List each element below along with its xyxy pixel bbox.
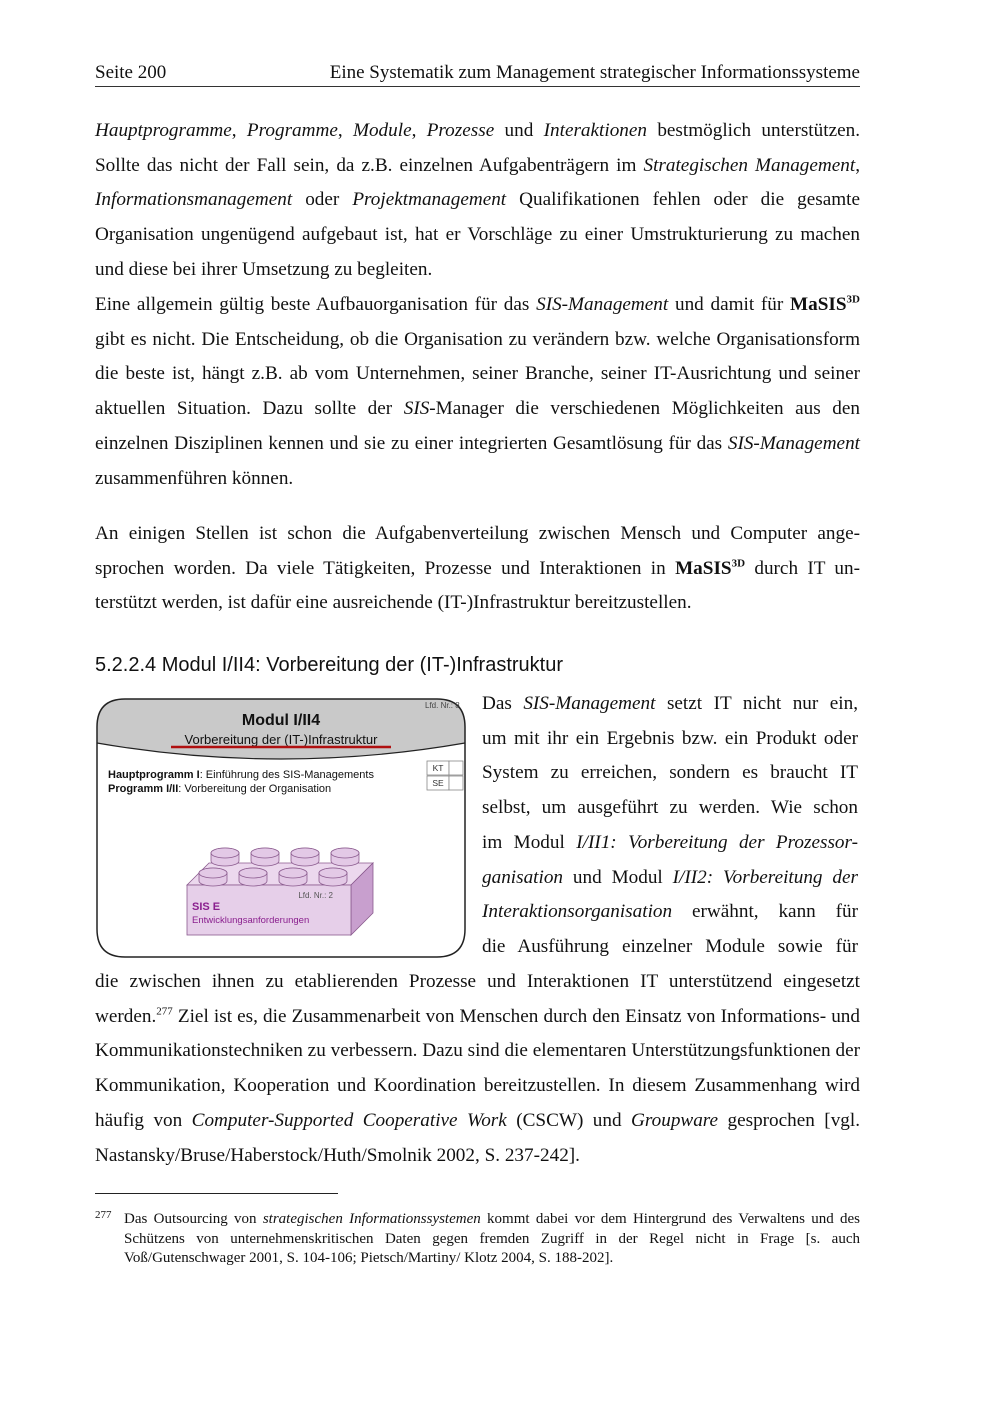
term-sis: SIS: [403, 398, 430, 420]
text: Ziel ist es, die Zusammenarbeit von Menschen durch den Einsatz von Informations- und Kommunikationstechniken zu verbessern. Dazu sind die elementaren Unterstützungsfunktionen der Kommunikation, Kooperation und Koordination bereitzustellen. In diesem Zusammenhang wird häufig von: [95, 1005, 860, 1131]
text: und damit für: [668, 294, 791, 315]
text: ,: [411, 120, 427, 141]
wrap-line-3: System zu erreichen, sondern es braucht IT: [482, 762, 858, 784]
module-card-figure: [95, 697, 467, 959]
prog-label: Programm I/II: [108, 783, 179, 795]
text: und: [494, 120, 544, 141]
footnote: [95, 1210, 860, 1269]
hp-text: : Einführung des SIS-Managements: [199, 769, 374, 781]
wrap-line-2: um mit ihr ein Ergebnis bzw. ein Produkt oder: [482, 727, 858, 749]
wrap-line-6: [482, 861, 858, 896]
brick-lfd-nr: Lfd. Nr.: 2: [298, 891, 333, 900]
text: bestmöglich unterstützen. Sollte das nicht der Fall sein, da z.B. einzelnen Aufgabenträgern im: [95, 120, 860, 176]
term-ganisation: ganisation: [482, 866, 564, 888]
text: ,: [337, 120, 353, 141]
section-heading: 5.2.2.4 Modul I/II4: Vorbereitung der (IT-)Infrastruktur: [95, 654, 563, 676]
footnote-number: 277: [95, 1209, 112, 1221]
tag-se: SE: [432, 778, 444, 788]
wrap-line-5: [482, 826, 858, 861]
text: zusammenführen können.: [95, 467, 294, 489]
masis-superscript: 3D: [731, 557, 746, 570]
text: oder: [292, 189, 353, 211]
card-programm: [108, 783, 331, 795]
term-sis-management: SIS-Management: [536, 294, 669, 315]
text: Das Outsourcing von: [124, 1211, 263, 1227]
text: An einigen Stellen ist schon die Aufgabenverteilung zwischen Mensch und Computer angesprochen worden. Da viele Tätigkeiten, Prozesse und Interaktionen in: [95, 523, 860, 579]
page-header: [95, 60, 860, 87]
prog-text: : Vorbereitung der Organisation: [178, 783, 332, 795]
text: Eine allgemein gültig beste Aufbauorganisation für das: [95, 294, 537, 315]
term-informationsmanagement: Informationsmanagement: [95, 189, 293, 211]
tag-kt: KT: [432, 763, 444, 773]
wrapped-paragraph: [482, 687, 858, 965]
term-strategisches-management: Strategischen Management: [643, 154, 856, 176]
term-programme: Programme: [246, 120, 338, 141]
text: Das: [482, 693, 524, 714]
footnote-text: [124, 1210, 860, 1269]
wrap-line-1: [482, 687, 858, 722]
text: Qualifikationen fehlen oder die gesamte Organisation ungenügend aufgebaut ist, hat er Vorschläge zu einer Umstrukturierung zu machen und diese bei ihrer Umsetzung zu begleiten.: [95, 189, 860, 280]
text: ,: [231, 120, 247, 141]
term-strategische-is: strategischen Informationssystemen: [262, 1211, 481, 1227]
term-sis-management: SIS-Management: [727, 432, 860, 454]
text: (CSCW) und: [506, 1109, 632, 1131]
card-hauptprogramm: [108, 769, 374, 781]
term-groupware: Groupware: [631, 1109, 719, 1131]
term-prozesse: Prozesse: [426, 120, 495, 141]
paragraph-3: [95, 517, 860, 621]
term-masis: MaSIS: [790, 294, 847, 315]
running-title: Eine Systematik zum Management strategischer Informationssysteme: [329, 62, 860, 83]
wrap-line-4: selbst, um ausgeführt zu werden. Wie schon: [482, 797, 858, 819]
masis-superscript: 3D: [846, 293, 860, 306]
hp-label: Hauptprogramm I: [108, 769, 200, 781]
term-modul-i-ii1: I/II1: Vorbereitung der Prozessor-: [576, 831, 858, 853]
term-interaktionen: Interaktionen: [543, 120, 647, 141]
term-projektmanagement: Projektmanagement: [352, 189, 507, 211]
wrap-line-7: [482, 895, 858, 930]
text: kommt dabei vor dem Hintergrund des Verwaltens und des Schützens von unternehmenskritischen Daten gegen fremden Zugriff in der Regel nicht in Frage [s. auch Voß/Gutenschwager 2001, S. 104-106; Pietsch/Martiny/ Klotz 2004, S. 188-202].: [124, 1211, 860, 1266]
paragraph-2: [95, 288, 860, 496]
term-module: Module: [352, 120, 412, 141]
text: durch IT unterstützt werden, ist dafür eine ausreichende (IT-)Infrastruktur bereitzustellen.: [95, 557, 861, 614]
brick-title: SIS E: [192, 901, 221, 913]
term-cscw: Computer-Supported Cooperative Work: [191, 1109, 507, 1131]
card-lfd-nr: Lfd. Nr.: 8: [425, 701, 460, 710]
text: ,: [855, 154, 860, 176]
card-title: Modul I/II4: [241, 712, 321, 729]
brick-subtitle: Entwicklungsanforderungen: [192, 915, 310, 926]
text: und Modul: [563, 866, 673, 888]
page-number: Seite 200: [95, 62, 167, 83]
card-subtitle: Vorbereitung der (IT-)Infrastruktur: [184, 732, 378, 747]
term-hauptprogramme: Hauptprogramme: [95, 120, 232, 141]
term-modul-i-ii2: I/II2: Vorbereitung der: [672, 866, 858, 888]
term-masis: MaSIS: [675, 557, 732, 579]
term-sis-management: SIS-Management: [523, 693, 656, 714]
paragraph-1: [95, 114, 860, 288]
footnote-ref[interactable]: 277: [156, 1005, 173, 1018]
text: -Manager die verschiedenen Möglichkeiten aus den einzelnen Disziplinen kennen und sie zu einer integrierten Gesamtlösung für das: [95, 398, 860, 454]
text: im Modul: [482, 831, 577, 853]
paragraph-4: [95, 965, 860, 1173]
text: erwähnt, kann für: [672, 901, 858, 923]
text: die zwischen ihnen zu etablierenden Prozesse und Interaktionen IT unterstützend eingesetzt werden.: [95, 971, 860, 1027]
term-interaktionsorganisation: Interaktionsorganisation: [482, 901, 673, 923]
footnote-divider: [95, 1193, 338, 1194]
text: setzt IT nicht nur ein,: [655, 693, 858, 714]
text: gesprochen [vgl. Nastansky/Bruse/Haberstock/Huth/Smolnik 2002, S. 237-242].: [95, 1109, 861, 1166]
wrap-line-8: die Ausführung einzelner Module sowie für: [482, 935, 858, 957]
text: gibt es nicht. Die Entscheidung, ob die Organisation zu verändern bzw. welche Organisationsform die beste ist, hängt z.B. ab vom Unternehmen, seiner Branche, seiner IT-Ausrichtung und seiner aktuellen Situation. Dazu sollte der: [95, 328, 860, 420]
